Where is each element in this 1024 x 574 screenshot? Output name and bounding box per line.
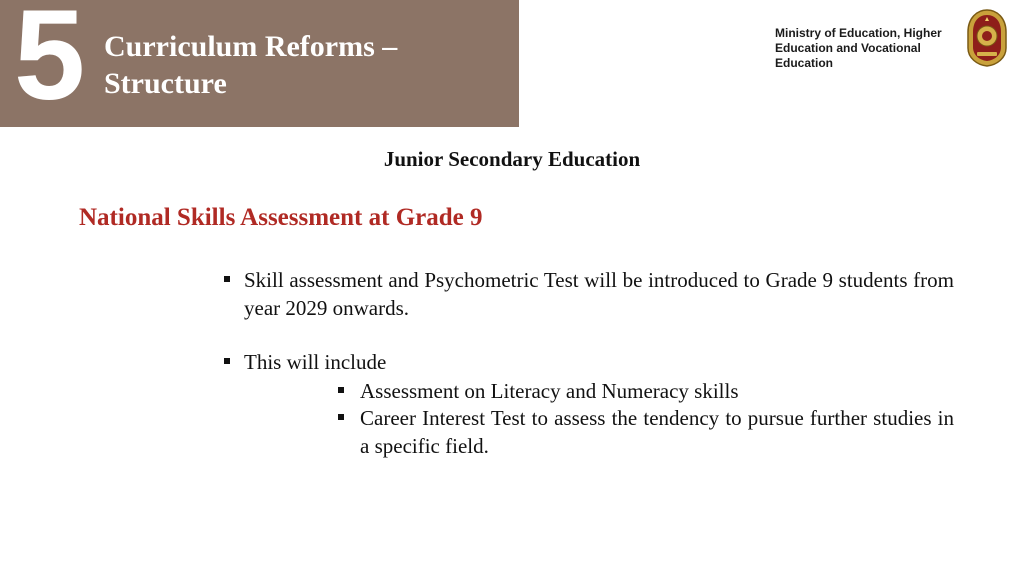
bullet-square-icon: [338, 414, 344, 420]
section-number: 5: [14, 0, 84, 127]
header-band: [0, 0, 519, 127]
list-item: [224, 348, 954, 376]
bullet-square-icon: [224, 276, 230, 282]
national-emblem-icon: [964, 8, 1010, 68]
list-item: [224, 266, 954, 322]
list-item-text: Skill assessment and Psychometric Test will be introduced to Grade 9 students from year 2029 onwards.: [244, 268, 954, 320]
sub-list-item-text: Assessment on Literacy and Numeracy skills: [360, 379, 739, 403]
list-item-text: This will include: [244, 350, 387, 374]
section-heading: National Skills Assessment at Grade 9: [79, 204, 483, 231]
sub-list-item-text: Career Interest Test to assess the tendency to pursue further studies in a specific field.: [360, 406, 954, 458]
subtitle: Junior Secondary Education: [383, 147, 641, 171]
bullet-square-icon: [338, 387, 344, 393]
sub-list-item: [338, 404, 954, 460]
bullet-square-icon: [224, 358, 230, 364]
page-title: Curriculum Reforms – Structure: [104, 30, 398, 100]
sub-list-item: [338, 377, 954, 405]
ministry-name: Ministry of Education, Higher Education and Vocational Education: [775, 26, 942, 70]
